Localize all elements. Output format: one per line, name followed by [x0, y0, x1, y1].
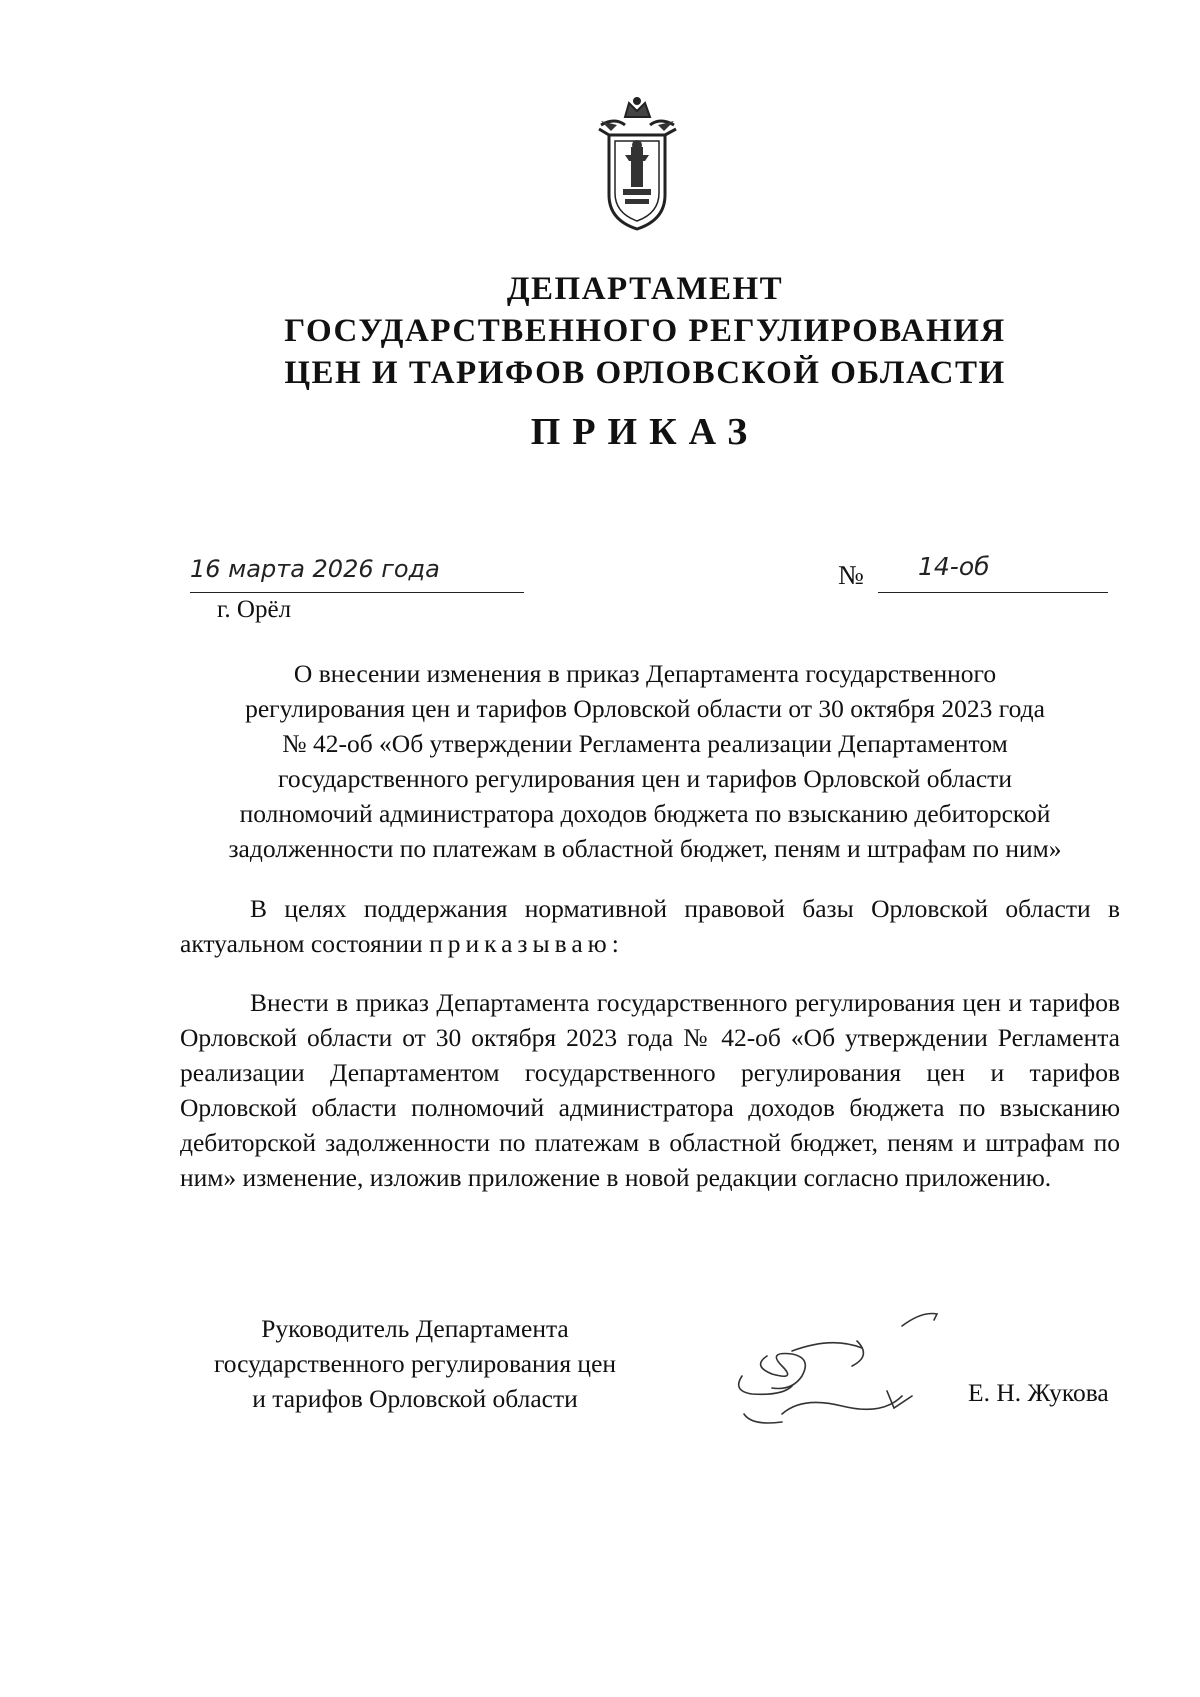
department-line-1: ДЕПАРТАМЕНТ	[506, 271, 784, 307]
position-line: Руководитель Департамента	[261, 1314, 569, 1343]
subject-line: О внесении изменения в приказ Департамента государственного	[293, 659, 997, 688]
coat-of-arms-icon	[595, 95, 680, 233]
department-name	[200, 268, 1090, 394]
order-subject	[180, 656, 1110, 866]
department-line-3: ЦЕН И ТАРИФОВ ОРЛОВСКОЙ ОБЛАСТИ	[284, 355, 1006, 391]
city: г. Орёл	[217, 596, 292, 623]
handwritten-number: 14-об	[918, 552, 990, 581]
handwritten-signature	[722, 1296, 952, 1436]
handwritten-date: 16 марта 2026 года	[190, 555, 440, 583]
order-word: приказываю:	[429, 929, 624, 958]
signer-name: Е. Н. Жукова	[968, 1378, 1109, 1407]
number-underline	[878, 592, 1108, 593]
order-paragraph: Внести в приказ Департамента государственного регулирования цен и тарифов Орловской области от 30 октября 2023 года № 42-об «Об утверждении Регламента реализации Департаментом государственного регулирования цен и тарифов Орловской области полномочий администратора доходов бюджета по взысканию дебиторской задолженности по платежам в областной бюджет, пеням и штрафам по ним» изменение, изложив приложение в новой редакции согласно приложению.	[180, 988, 1120, 1192]
department-line-2: ГОСУДАРСТВЕННОГО РЕГУЛИРОВАНИЯ	[284, 313, 1006, 349]
subject-line: полномочий администратора доходов бюджета по взысканию дебиторской	[239, 799, 1051, 828]
date-underline	[190, 592, 524, 593]
position-line: и тарифов Орловской области	[252, 1384, 578, 1413]
subject-line: государственного регулирования цен и тарифов Орловской области	[278, 764, 1012, 793]
signer-position	[180, 1311, 650, 1416]
preamble-text: В целях поддержания нормативной правовой базы Орловской области в актуальном состоянии	[180, 894, 1120, 958]
subject-line: № 42-об «Об утверждении Регламента реализации Департаментом	[282, 729, 1008, 758]
subject-line: регулирования цен и тарифов Орловской области от 30 октября 2023 года	[245, 694, 1045, 723]
subject-line: задолженности по платежам в областной бюджет, пеням и штрафам по ним»	[228, 834, 1062, 863]
number-sign: №	[838, 560, 864, 590]
document-type-title: ПРИКАЗ	[530, 411, 760, 453]
preamble-paragraph	[180, 891, 1120, 961]
position-line: государственного регулирования цен	[213, 1349, 617, 1378]
